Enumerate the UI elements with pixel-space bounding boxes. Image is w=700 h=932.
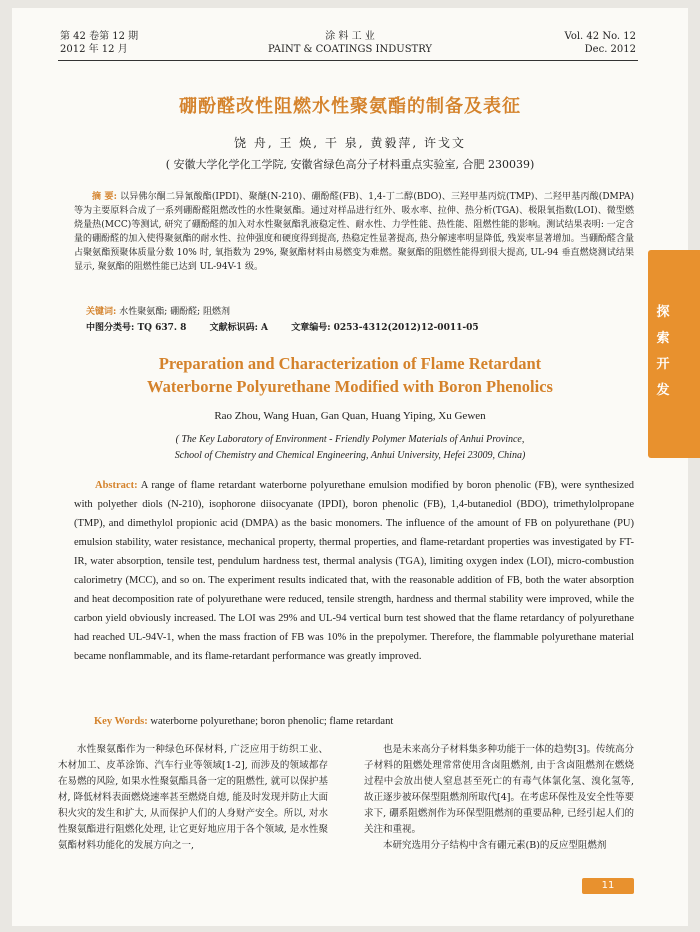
keywords-zh-text: 水性聚氨酯; 硼酚醛; 阻燃剂 [119,307,230,317]
keywords-en-label: Key Words: [94,716,148,727]
journal-page [12,8,688,926]
clc-number: 中图分类号: TQ 637. 8 [86,323,187,333]
article-number: 文章编号: 0253-4312(2012)12-0011-05 [291,323,479,333]
header-volume: 第 42 卷第 12 期 [60,31,139,42]
classification-line [86,320,499,333]
abstract-zh-text: 以异佛尔酮二异氰酸酯(IPDI)、聚醚(N-210)、硼酚醛(FB)、1,4-丁二醇(BDO)、三羟甲基丙烷(TMP)、二羟甲基丙酸(DMPA)等为主要原料合成了一系列硼酚醛阻燃改性的水性聚氨酯。通过对样品进行红外、吸水率、拉伸、热分析(TGA)、极限氧指数(LOI)、微型燃烧量热(MCC)等测试, 研究了硼酚醛的加入对水性聚氨酯乳液稳定性、耐水性、力学性能、热性能、阻燃性能的影响。测试结果表明: 一定含量的硼酚醛的加入使得聚氨酯的耐水性、拉伸强度和硬度得到提高, 热稳定性显著提高, 热分解速率明显降低, 残炭率显著增加。当硼酚醛含量占聚氨酯预聚体质量分数 10% 时, 氧指数为 29%, 聚氨酯材料由易燃变为难燃。聚氨酯的阻燃性能得到很大提高, UL-94 垂直燃烧测试结果显示, 聚氨酯的阻燃性能已达到 UL-94V-1 级。 [74,192,634,272]
keywords-zh-label: 关键词: [86,307,117,317]
abstract-en-label: Abstract: [95,480,138,491]
header-vol-no [565,30,636,56]
affiliation-en [12,432,688,464]
header-date: 2012 年 12 月 [60,44,128,55]
header-date-en: Dec. 2012 [584,44,636,55]
abstract-zh-label: 摘 要: [92,192,118,202]
header-vol-en: Vol. 42 No. 12 [564,31,636,42]
document-code: 文献标识码: A [209,323,269,333]
header-rule [58,60,638,61]
abstract-zh [74,190,634,274]
title-zh: 硼酚醛改性阻燃水性聚氨酯的制备及表征 [179,96,521,117]
affiliation-zh: ( 安徽大学化学化工学院, 安徽省绿色高分子材料重点实验室, 合肥 230039) [165,158,535,171]
affiliation-en-line2: School of Chemistry and Chemical Engineering, Anhui University, Hefei 23009, China) [174,450,526,461]
side-tab-char-4: 发 [656,383,670,398]
body-column-right [364,742,634,854]
journal-name-zh: 涂 料 工 业 [325,31,375,42]
affiliation-en-line1: ( The Key Laboratory of Environment - Friendly Polymer Materials of Anhui Province, [175,434,525,445]
side-tab-char-3: 开 [656,357,670,372]
authors-zh: 饶 舟, 王 焕, 干 泉, 黄毅萍, 许戈文 [234,136,466,150]
keywords-en-text: waterborne polyurethane; boron phenolic; flame retardant [150,716,394,727]
abstract-en [74,476,634,666]
title-en [12,352,688,398]
section-side-tab [648,250,700,458]
journal-name-en: PAINT & COATINGS INDUSTRY [267,44,433,55]
title-en-line1: Preparation and Characterization of Flame Retardant [158,354,542,373]
keywords-zh [86,304,230,317]
side-tab-char-2: 索 [656,331,670,346]
side-tab-char-1: 探 [656,305,670,320]
authors-en: Rao Zhou, Wang Huan, Gan Quan, Huang Yiping, Xu Gewen [214,410,486,422]
title-en-line2: Waterborne Polyurethane Modified with Boron Phenolics [147,377,553,396]
abstract-en-text: A range of flame retardant waterborne polyurethane emulsion modified by boron phenolic (FB), were synthesized with polyether diols (N-210), isophorone diisocyanate (IPDI), boron phenolic (FB), 1,4-butanediol (BDO), trimethylolpropane (TMP), and dimethylol propionic acid (DMPA) as the basic monomers. The influence of the amount of FB on polyurethane (PU) emulsion stability, water resistance, mechanical property, thermal properties, and flame-retardant properties was investigated by FT-IR, water absorption, tensile test, pendulum hardness test, thermal analysis (TGA), limiting oxygen index (LOI), micro-combustion calorimetry (MCC), and so on. The experiment results indicated that, with the reasonable addition of FB, both the water absorption and heat decomposition rate of polyurethane were reduced, tensile strength, hardness and thermal stability were improved, while the carbon yield obviously increased. The LOI was 29% and UL-94 vertical burn test showed that the flame retardancy of polyurethane had reached UL-94V-1, when the mass fraction of FB was 10% in the prepolymer. Therefore, the flammable polyurethane material became nonflammable, and its flame-retardant performance was greatly improved. [74,480,634,662]
body-right-paragraph-2: 本研究选用分子结构中含有硼元素(B)的反应型阻燃剂 [383,840,607,851]
keywords-en [94,716,393,727]
body-column-left: 水性聚氨酯作为一种绿色环保材料, 广泛应用于纺织工业、木材加工、皮革涂饰、汽车行业等领域[1-2], 而涉及的领域都存在易燃的风险, 如果水性聚氨酯具备一定的阻燃性, 就可以保护基材, 降低材料表面燃烧速率甚至燃烧自熄, 能及时发现并防止大面积火灾的发生和扩大, 从而保护人们的人身财产安全。所以, 对水性聚氨酯进行阻燃化处理, 让它更好地应用于各个领域, 是水性聚氨酯材料功能化的发展方向之一, [58,744,328,851]
body-right-paragraph-1: 也是未来高分子材料集多种功能于一体的趋势[3]。传统高分子材料的阻燃处理常常使用含卤阻燃剂, 由于含卤阻燃剂在燃烧过程中会放出使人窒息甚至死亡的有毒气体氯化氢、溴化氢等, 故正逐步被环保型阻燃剂所取代[4]。在考虑环保性及安全性等要求下, 硼系阻燃剂作为环保型阻燃剂的重要品种, 已经引起人们的关注和重视。 [364,744,634,835]
page-number: 11 [582,878,634,894]
